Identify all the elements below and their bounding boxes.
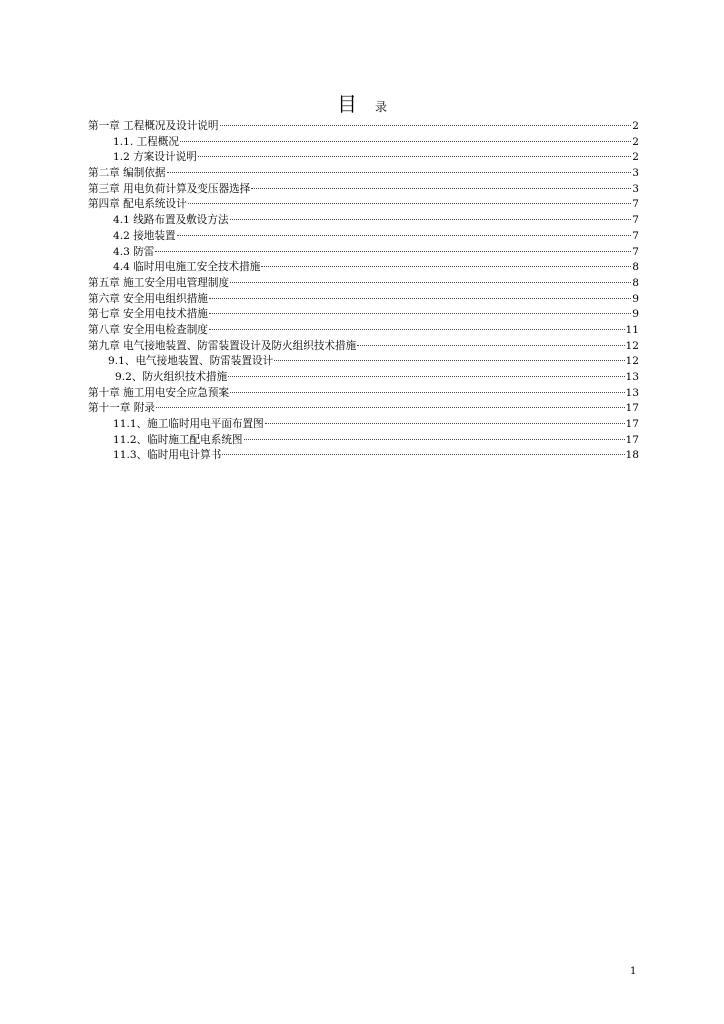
toc-entry-page: 11	[625, 323, 639, 336]
toc-entry-label: 第二章 编制依据	[88, 167, 166, 180]
toc-entry[interactable]	[88, 401, 639, 417]
toc-dot-leader	[156, 407, 625, 408]
toc-entry-page: 7	[632, 198, 639, 211]
toc-entry-label: 9.1、电气接地装置、防雷装置设计	[108, 355, 274, 368]
toc-entry-page: 13	[625, 371, 639, 383]
toc-entry[interactable]	[88, 119, 639, 135]
toc-entry[interactable]	[88, 166, 639, 182]
toc-entry-label: 4.1 线路布置及敷设方法	[113, 214, 229, 227]
toc-entry-label: 4.2 接地装置	[113, 229, 176, 242]
toc-entry-page: 7	[632, 214, 639, 227]
toc-entry-label: 第七章 安全用电技术措施	[88, 308, 208, 321]
toc-entry[interactable]	[88, 370, 639, 386]
toc-entry-page: 18	[625, 449, 639, 462]
toc-title	[0, 88, 724, 117]
toc-dot-leader	[209, 298, 631, 299]
toc-entry-page: 2	[632, 135, 639, 148]
toc-entry[interactable]	[88, 417, 639, 433]
toc-dot-leader	[188, 203, 632, 204]
toc-entry-page: 12	[625, 355, 639, 368]
toc-entry-label: 11.3、临时用电计算书	[113, 449, 222, 462]
toc-entry-label: 11.1、施工临时用电平面布置图	[113, 418, 264, 431]
toc-entry-label: 第十章 施工用电安全应急预案	[88, 386, 230, 399]
toc-title-char-1: 目	[336, 92, 357, 116]
page-number: 1	[630, 966, 637, 977]
toc-entry-label: 第五章 施工安全用电管理制度	[88, 276, 230, 289]
toc-dot-leader	[228, 376, 624, 377]
toc-entry[interactable]	[88, 386, 639, 402]
toc-entry[interactable]	[88, 260, 639, 276]
toc-dot-leader	[230, 392, 624, 393]
toc-dot-leader	[177, 235, 632, 236]
toc-entry[interactable]	[88, 433, 639, 449]
toc-dot-leader	[222, 454, 624, 455]
toc-entry-label: 第四章 配电系统设计	[88, 198, 187, 211]
toc-entry-page: 8	[632, 276, 639, 289]
toc-dot-leader	[209, 329, 625, 330]
toc-dot-leader	[167, 172, 632, 173]
toc-dot-leader	[261, 266, 631, 267]
toc-entry[interactable]	[88, 182, 639, 198]
toc-entry[interactable]	[88, 135, 639, 151]
table-of-contents	[88, 119, 639, 464]
toc-entry[interactable]	[88, 150, 639, 166]
toc-entry-label: 4.4 临时用电施工安全技术措施	[113, 261, 261, 274]
toc-entry-label: 第九章 电气接地装置、防雷装置设计及防火组织技术措施	[88, 339, 357, 352]
toc-entry-label: 第三章 用电负荷计算及变压器选择	[88, 182, 251, 195]
toc-entry[interactable]	[88, 448, 639, 464]
toc-entry[interactable]	[88, 229, 639, 245]
toc-entry-page: 3	[632, 182, 639, 195]
toc-entry[interactable]	[88, 245, 639, 261]
toc-dot-leader	[155, 251, 631, 252]
toc-entry[interactable]	[88, 276, 639, 292]
toc-dot-leader	[230, 219, 632, 220]
toc-entry-page: 2	[632, 120, 639, 132]
toc-entry-page: 7	[632, 245, 639, 258]
toc-dot-leader	[265, 423, 625, 424]
toc-entry-label: 第六章 安全用电组织措施	[88, 292, 208, 305]
toc-dot-leader	[274, 360, 624, 361]
toc-dot-leader	[230, 282, 631, 283]
toc-entry-label: 1.1. 工程概况	[113, 135, 179, 148]
toc-entry[interactable]	[88, 323, 639, 339]
toc-dot-leader	[357, 345, 624, 346]
toc-entry-page: 17	[625, 418, 639, 431]
toc-entry[interactable]	[88, 292, 639, 308]
toc-entry[interactable]	[88, 213, 639, 229]
toc-entry-page: 17	[625, 402, 639, 415]
toc-dot-leader	[244, 439, 625, 440]
toc-dot-leader	[180, 141, 631, 142]
toc-entry-page: 2	[632, 151, 639, 164]
toc-dot-leader	[220, 125, 632, 126]
toc-dot-leader	[198, 156, 631, 157]
toc-entry-page: 12	[625, 339, 639, 352]
toc-entry-page: 13	[625, 386, 639, 399]
toc-dot-leader	[251, 188, 631, 189]
toc-entry-label: 1.2 方案设计说明	[113, 151, 197, 164]
toc-entry-page: 8	[632, 261, 639, 274]
toc-entry[interactable]	[88, 339, 639, 355]
toc-entry-label: 11.2、临时施工配电系统图	[113, 433, 243, 446]
toc-entry-label: 4.3 防雷	[113, 245, 155, 258]
toc-entry-label: 第十一章 附录	[88, 402, 155, 415]
toc-entry-page: 17	[625, 433, 639, 446]
toc-entry-page: 9	[632, 308, 639, 321]
toc-entry-label: 第一章 工程概况及设计说明	[88, 120, 219, 132]
toc-entry[interactable]	[88, 307, 639, 323]
toc-title-char-2: 录	[374, 100, 387, 114]
toc-dot-leader	[209, 313, 631, 314]
toc-entry-label: 9.2、防火组织技术措施	[115, 371, 228, 383]
toc-entry-page: 9	[632, 292, 639, 305]
toc-entry[interactable]	[88, 197, 639, 213]
toc-entry[interactable]	[88, 354, 639, 370]
toc-entry-label: 第八章 安全用电检查制度	[88, 323, 208, 336]
toc-entry-page: 3	[632, 167, 639, 180]
toc-entry-page: 7	[632, 229, 639, 242]
